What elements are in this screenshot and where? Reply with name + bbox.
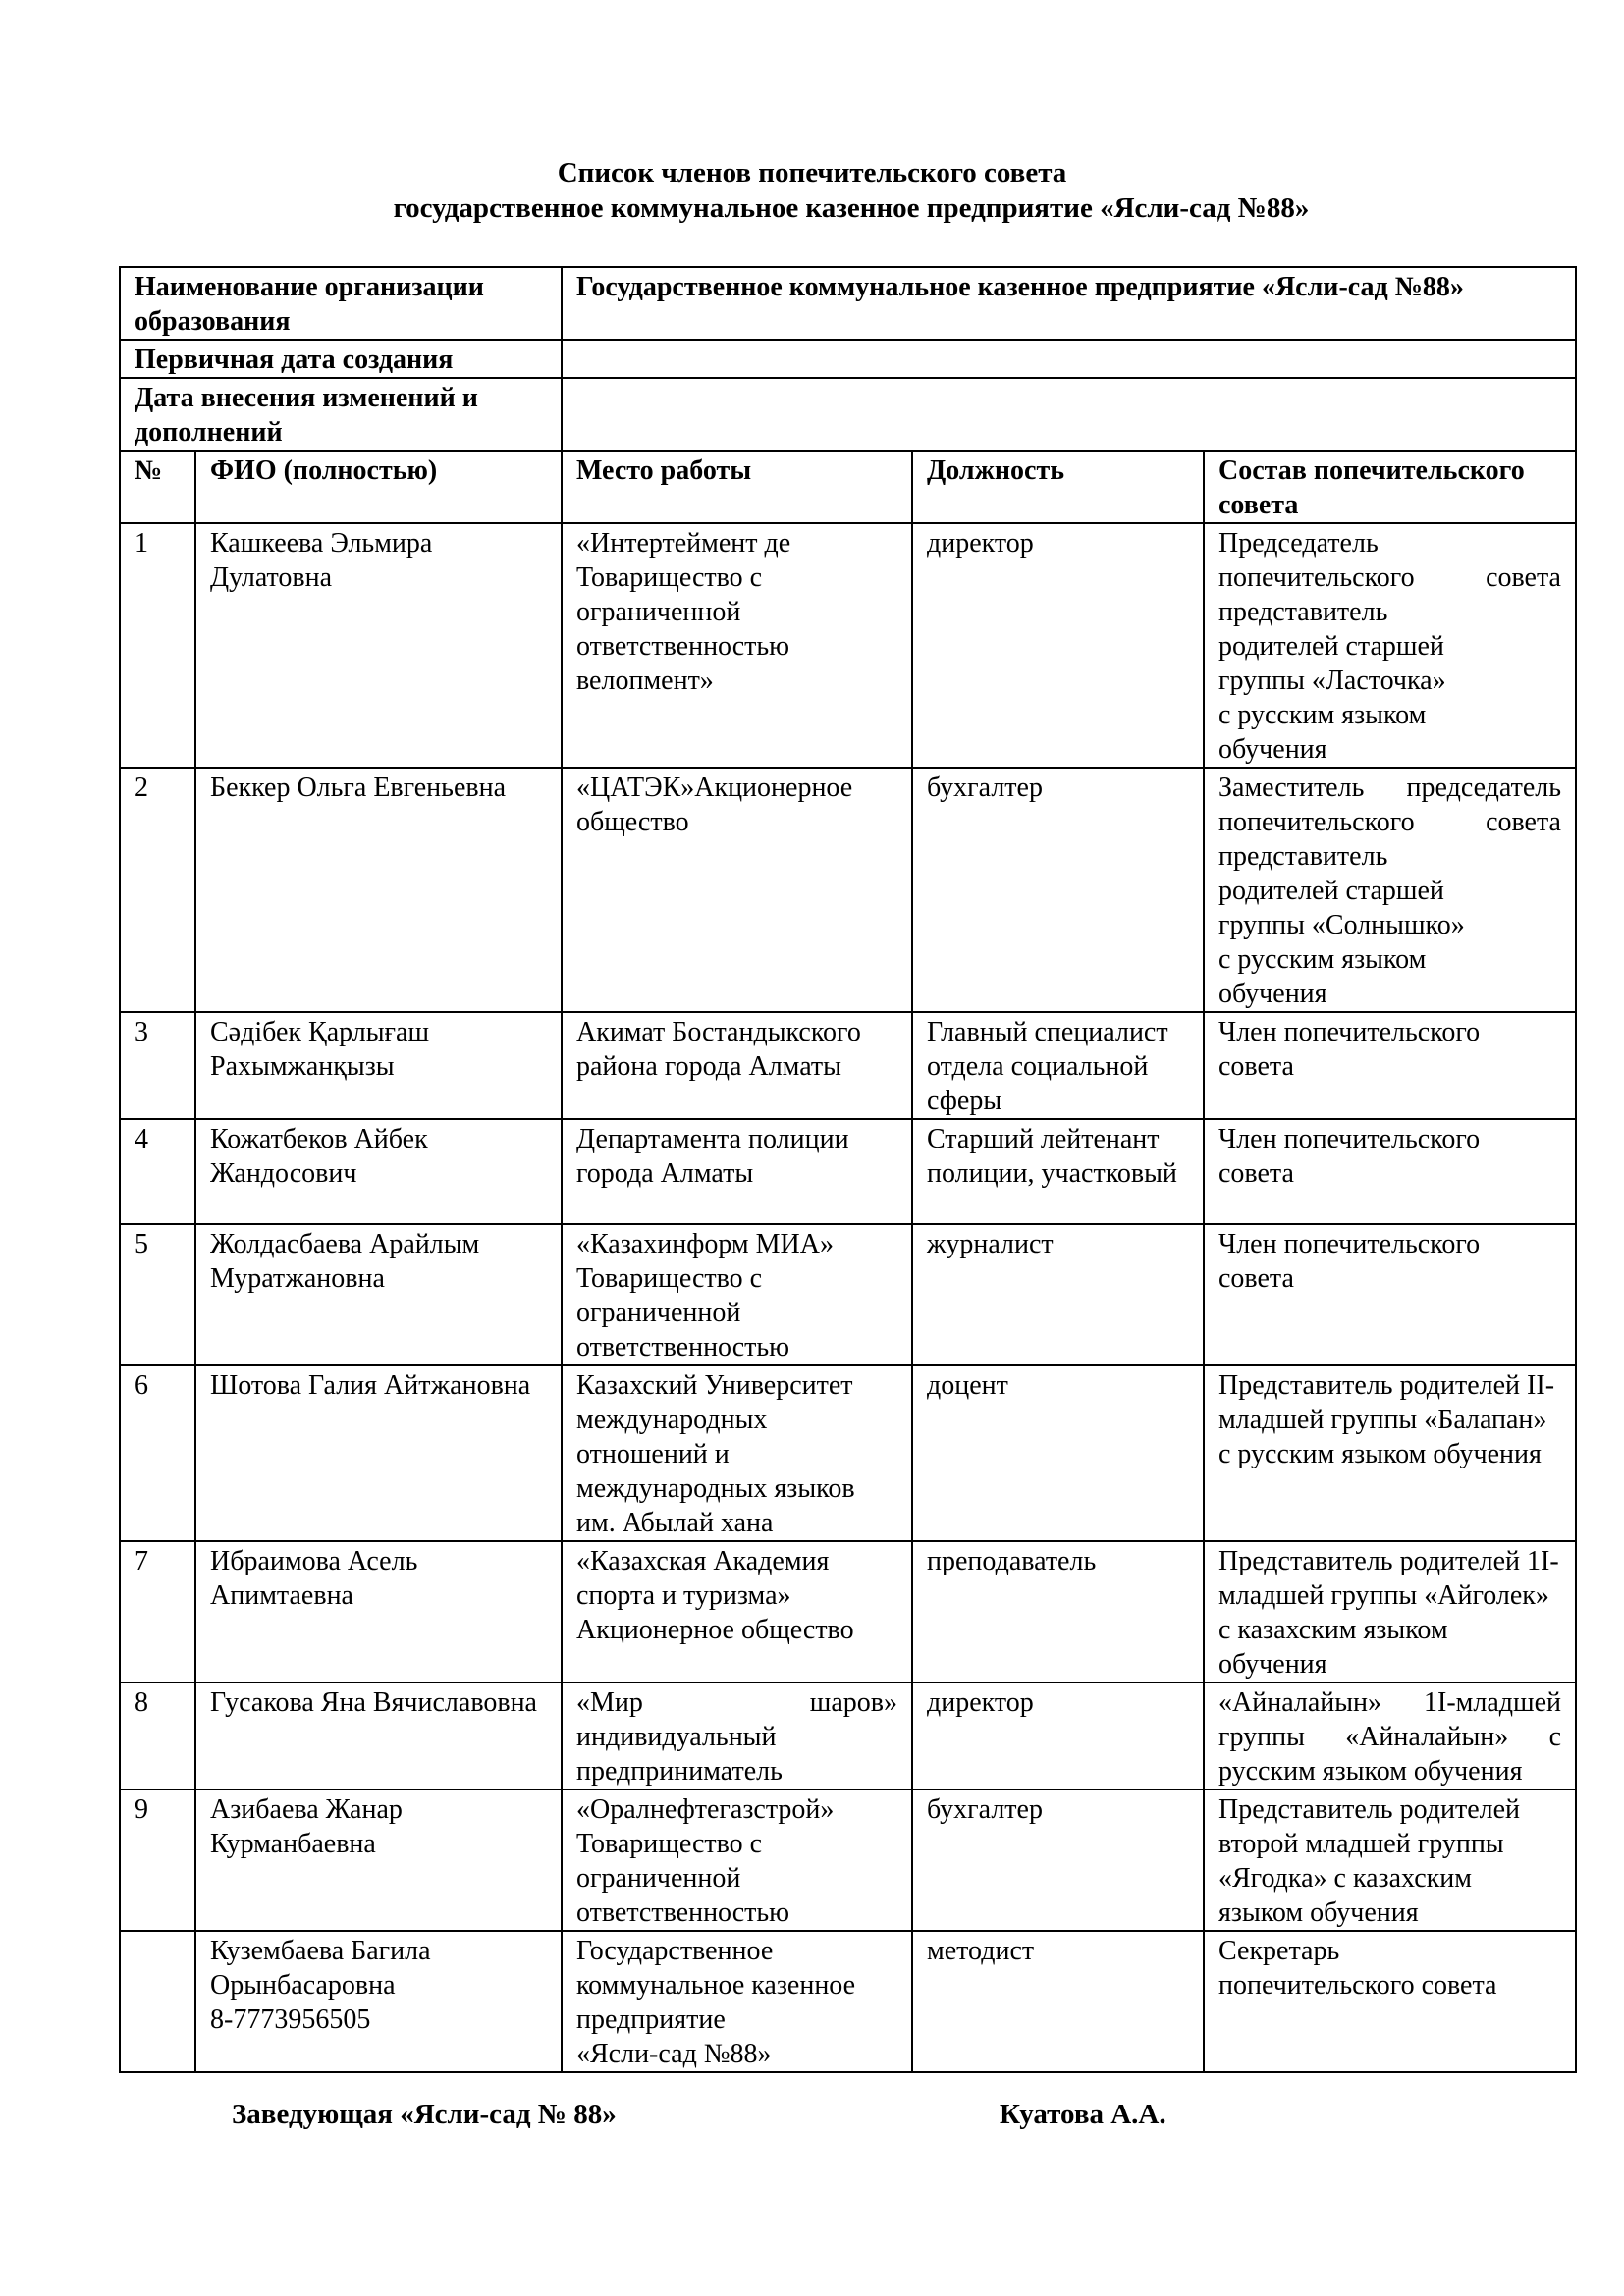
member-council-role: Член попечительского совета	[1204, 1224, 1576, 1365]
title-line-1: Список членов попечительского совета	[557, 157, 1067, 188]
member-workplace: Акимат Бостандыкского района города Алматы	[562, 1012, 912, 1119]
row-number: 1	[120, 523, 195, 768]
org-name-row	[120, 267, 1576, 340]
member-council-role: Представитель родителей 1I-младшей группы «Айголек» с казахским языком обучения	[1204, 1541, 1576, 1682]
row-number: 9	[120, 1789, 195, 1931]
member-council-role: Представитель родителей II-младшей группы «Балапан» с русским языком обучения	[1204, 1365, 1576, 1541]
member-name: Кашкеева Эльмира Дулатовна	[195, 523, 562, 768]
member-position: преподаватель	[912, 1541, 1204, 1682]
table-row	[120, 1789, 1576, 1931]
table-row	[120, 768, 1576, 1012]
member-workplace: «Казахинформ МИА» Товарищество с ограниченной ответственностью	[562, 1224, 912, 1365]
member-position: доцент	[912, 1365, 1204, 1541]
member-council-role: Председатель попечительского совета представитель родителей старшей группы «Ласточка» с русским языком обучения	[1204, 523, 1576, 768]
row-number: 4	[120, 1119, 195, 1224]
column-header-name: ФИО (полностью)	[195, 451, 562, 523]
row-number: 6	[120, 1365, 195, 1541]
table-row	[120, 1119, 1576, 1224]
page-title	[0, 155, 1624, 226]
table-row	[120, 523, 1576, 768]
row-number: 8	[120, 1682, 195, 1789]
member-workplace: Государственное коммунальное казенное предприятие «Ясли-сад №88»	[562, 1931, 912, 2072]
table-row	[120, 1012, 1576, 1119]
council-table	[119, 266, 1577, 2073]
head-name-signature: Куатова А.А.	[1000, 2099, 1166, 2130]
member-name: Жолдасбаева Арайлым Муратжановна	[195, 1224, 562, 1365]
member-name: Кожатбеков Айбек Жандосович	[195, 1119, 562, 1224]
created-date-label: Первичная дата создания	[120, 340, 562, 378]
created-date-row	[120, 340, 1576, 378]
row-number: 5	[120, 1224, 195, 1365]
member-workplace: «Оралнефтегазстрой» Товарищество с ограниченной ответственностью	[562, 1789, 912, 1931]
member-name: Кузембаева Багила Орынбасаровна 8-7773956505	[195, 1931, 562, 2072]
row-number: 2	[120, 768, 195, 1012]
table-row	[120, 1682, 1576, 1789]
created-date-value	[562, 340, 1576, 378]
member-workplace: «Интертеймент де Товарищество с ограниченной ответственностью велопмент»	[562, 523, 912, 768]
head-title-signature: Заведующая «Ясли-сад № 88»	[232, 2099, 617, 2130]
org-name-label: Наименование организации образования	[120, 267, 562, 340]
member-position: директор	[912, 1682, 1204, 1789]
member-workplace: «Мир шаров» индивидуальный предприниматель	[562, 1682, 912, 1789]
member-position: Старший лейтенант полиции, участковый	[912, 1119, 1204, 1224]
column-header-workplace: Место работы	[562, 451, 912, 523]
member-workplace: Департамента полиции города Алматы	[562, 1119, 912, 1224]
table-row	[120, 1365, 1576, 1541]
table-row	[120, 1541, 1576, 1682]
changes-date-value	[562, 378, 1576, 451]
member-workplace: Казахский Университет международных отношений и международных языков им. Абылай хана	[562, 1365, 912, 1541]
table-row	[120, 1931, 1576, 2072]
changes-date-row	[120, 378, 1576, 451]
member-name: Сәдібек Қарлығаш Рахымжанқызы	[195, 1012, 562, 1119]
member-council-role: Член попечительского совета	[1204, 1119, 1576, 1224]
member-name: Беккер Ольга Евгеньевна	[195, 768, 562, 1012]
member-position: бухгалтер	[912, 768, 1204, 1012]
table-header-row	[120, 451, 1576, 523]
member-workplace: «ЦАТЭК»Акционерное общество	[562, 768, 912, 1012]
member-workplace: «Казахская Академия спорта и туризма» Акционерное общество	[562, 1541, 912, 1682]
member-council-role: Заместитель председатель попечительского совета представитель родителей старшей группы «Солнышко» с русским языком обучения	[1204, 768, 1576, 1012]
member-position: Главный специалист отдела социальной сферы	[912, 1012, 1204, 1119]
column-header-num: №	[120, 451, 195, 523]
member-name: Ибраимова Асель Апимтаевна	[195, 1541, 562, 1682]
member-name: Шотова Галия Айтжановна	[195, 1365, 562, 1541]
member-council-role: «Айналайын» 1I-младшей группы «Айналайын» с русским языком обучения	[1204, 1682, 1576, 1789]
member-position: методист	[912, 1931, 1204, 2072]
org-name-value: Государственное коммунальное казенное предприятие «Ясли-сад №88»	[562, 267, 1576, 340]
column-header-position: Должность	[912, 451, 1204, 523]
member-council-role: Представитель родителей второй младшей группы «Ягодка» с казахским языком обучения	[1204, 1789, 1576, 1931]
changes-date-label: Дата внесения изменений и дополнений	[120, 378, 562, 451]
member-position: журналист	[912, 1224, 1204, 1365]
row-number	[120, 1931, 195, 2072]
member-council-role: Член попечительского совета	[1204, 1012, 1576, 1119]
member-council-role: Секретарь попечительского совета	[1204, 1931, 1576, 2072]
title-line-2: государственное коммунальное казенное предприятие «Ясли-сад №88»	[393, 192, 1310, 224]
row-number: 7	[120, 1541, 195, 1682]
member-name: Гусакова Яна Вячиславовна	[195, 1682, 562, 1789]
member-position: бухгалтер	[912, 1789, 1204, 1931]
column-header-council-role: Состав попечительского совета	[1204, 451, 1576, 523]
member-name: Азибаева Жанар Курманбаевна	[195, 1789, 562, 1931]
member-position: директор	[912, 523, 1204, 768]
row-number: 3	[120, 1012, 195, 1119]
table-row	[120, 1224, 1576, 1365]
